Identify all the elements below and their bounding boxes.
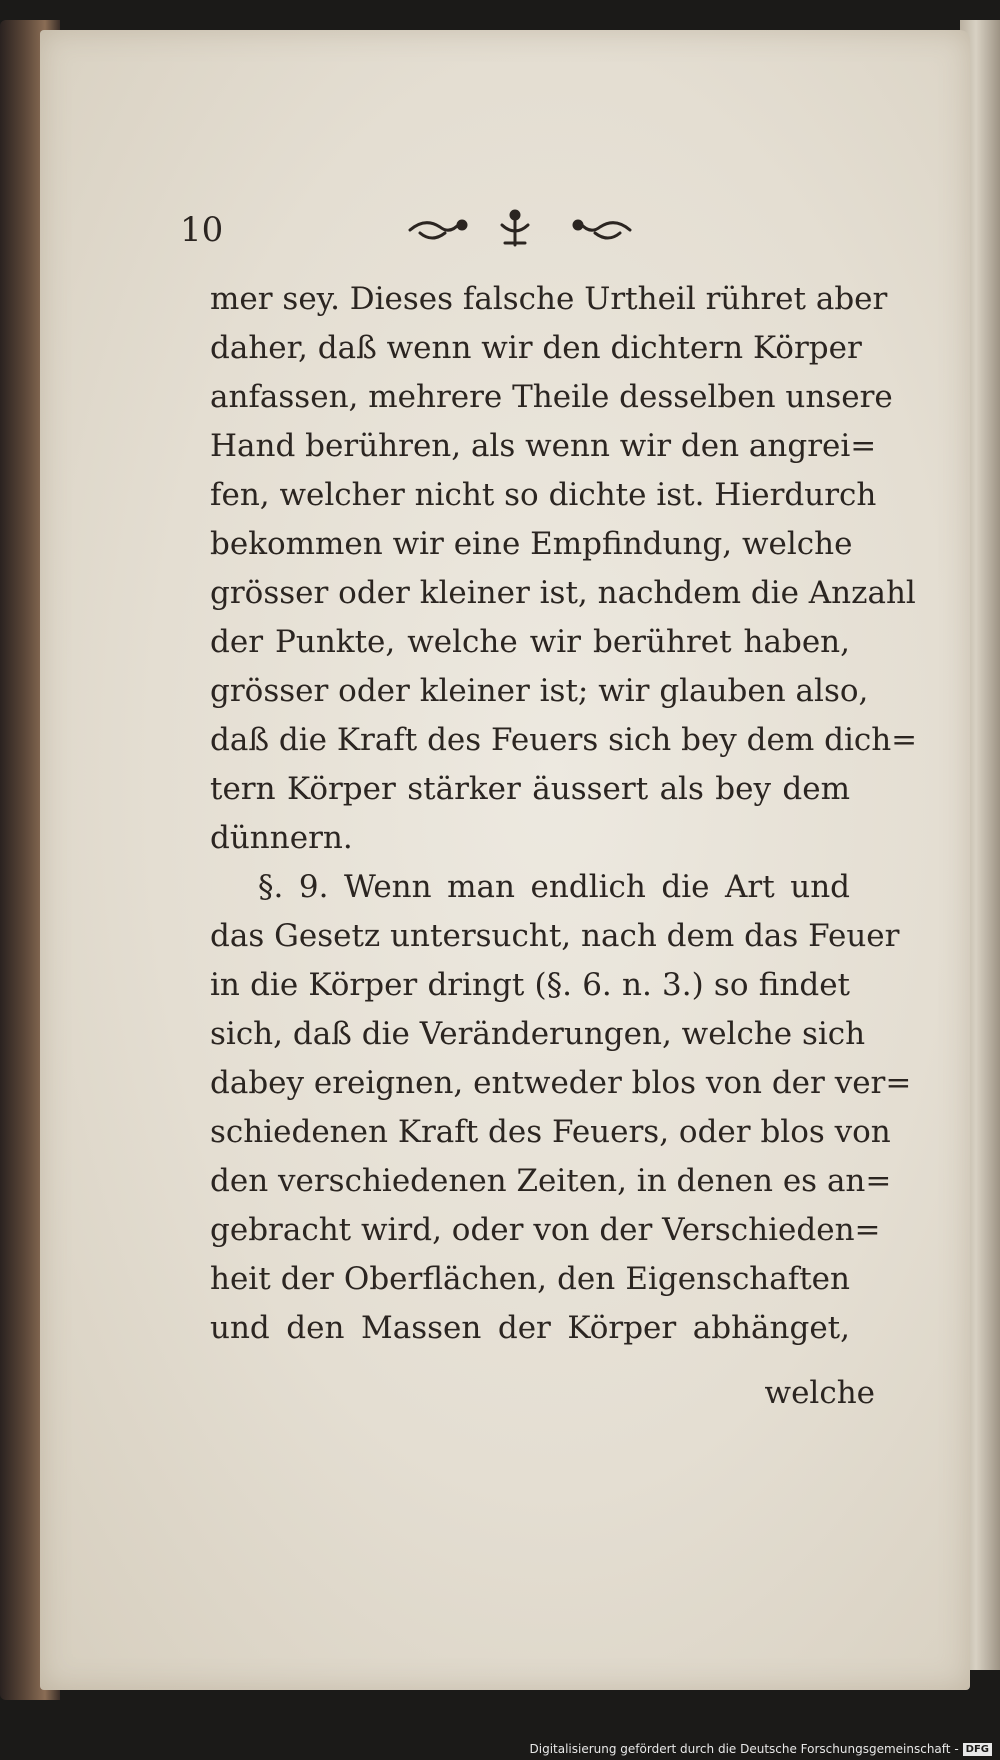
text-line: grösser oder kleiner ist; wir glauben also, <box>210 673 869 709</box>
text-line: tern Körper stärker äussert als bey dem <box>210 771 850 807</box>
text-line: das Gesetz untersucht, nach dem das Feuer <box>210 918 900 954</box>
text-line: dünnern. <box>210 820 353 856</box>
text-line: gebracht wird, oder von der Verschieden= <box>210 1212 881 1248</box>
text-line: Hand berühren, als wenn wir den angrei= <box>210 428 877 464</box>
text-line: daher, daß wenn wir den dichtern Körper <box>210 330 862 366</box>
text-line: anfassen, mehrere Theile desselben unsere <box>210 379 893 415</box>
text-line: grösser oder kleiner ist, nachdem die Anzahl <box>210 575 916 611</box>
text-line: sich, daß die Veränderungen, welche sich <box>210 1016 866 1052</box>
text-line: mer sey. Dieses falsche Urtheil rühret aber <box>210 281 888 317</box>
text-line: schiedenen Kraft des Feuers, oder blos von <box>210 1114 891 1150</box>
text-line: daß die Kraft des Feuers sich bey dem dich= <box>210 722 918 758</box>
text-line: der Punkte, welche wir berühret haben, <box>210 624 850 660</box>
paragraph-start-line: §. 9. Wenn man endlich die Art und <box>258 869 850 905</box>
digitization-credit <box>530 1742 993 1756</box>
text-line: fen, welcher nicht so dichte ist. Hierdurch <box>210 477 877 513</box>
dfg-logo: DFG <box>963 1743 992 1756</box>
catchword: welche <box>764 1375 875 1411</box>
page-number: 10 <box>180 210 224 250</box>
text-line: heit der Oberflächen, den Eigenschaften <box>210 1261 850 1297</box>
text-line: in die Körper dringt (§. 6. n. 3.) so findet <box>210 967 850 1003</box>
text-line: den verschiedenen Zeiten, in denen es an= <box>210 1163 892 1199</box>
text-line: bekommen wir eine Empfindung, welche <box>210 526 853 562</box>
text-line: dabey ereignen, entweder blos von der ver= <box>210 1065 912 1101</box>
credit-text: Digitalisierung gefördert durch die Deutsche Forschungsgemeinschaft - <box>529 1742 959 1756</box>
decorative-ornament-icon <box>400 205 640 255</box>
page-text <box>210 275 918 1353</box>
text-line: und den Massen der Körper abhänget, <box>210 1310 850 1346</box>
